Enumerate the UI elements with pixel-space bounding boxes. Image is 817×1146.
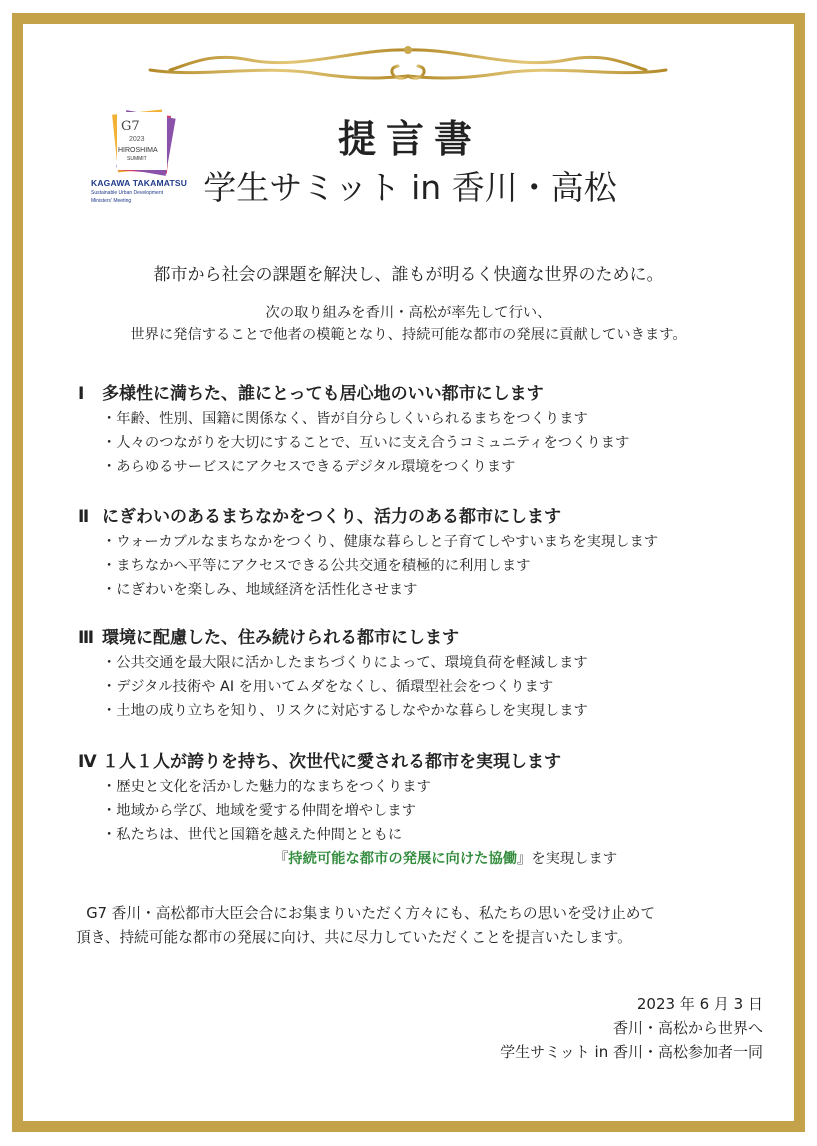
section-4	[78, 749, 778, 871]
lead-statement: 都市から社会の課題を解決し、誰もが明るく快適な世界のために。	[153, 265, 664, 285]
collaboration-line	[274, 847, 778, 871]
page-subtitle: 学生サミット in 香川・高松	[203, 168, 617, 207]
section-number: Ⅳ	[78, 752, 97, 772]
list-item: ・まちなかへ平等にアクセスできる公共交通を積極的に利用します	[102, 558, 531, 574]
intro-block	[0, 302, 817, 346]
bracket-open: 『	[274, 851, 289, 867]
section-heading	[78, 381, 778, 407]
list-item: ・歴史と文化を活かした魅力的なまちをつくります	[102, 779, 431, 795]
intro-line: 世界に発信することで他者の模範となり、持続可能な都市の発展に貢献していきます。	[130, 327, 687, 343]
logo-caption-1: Sustainable Urban Development	[91, 190, 163, 196]
list-item: ・年齢、性別、国籍に関係なく、皆が自分らしくいられるまちをつくります	[102, 411, 588, 427]
g7-summit-logo-icon	[103, 108, 189, 180]
list-item: ・にぎわいを楽しみ、地域経済を活性化させます	[102, 582, 418, 598]
section-number: Ⅲ	[78, 628, 95, 648]
section-title: 環境に配慮した、住み続けられる都市にします	[102, 628, 459, 648]
logo-summit-text: SUMMIT	[127, 156, 147, 162]
section-title: １人１人が誇りを持ち、次世代に愛される都市を実現します	[102, 752, 561, 772]
list-item: ・人々のつながりを大切にすることで、互いに支え合うコミュニティをつくります	[102, 435, 630, 451]
section-3	[78, 625, 778, 723]
section-heading	[78, 504, 778, 530]
section-title: にぎわいのあるまちなかをつくり、活力のある都市にします	[102, 507, 561, 527]
highlight-text: 持続可能な都市の発展に向けた協働	[288, 851, 518, 867]
section-title: 多様性に満ちた、誰にとっても居心地のいい都市にします	[102, 384, 544, 404]
list-item: ・あらゆるサービスにアクセスできるデジタル環境をつくります	[102, 459, 516, 475]
signature-line: 学生サミット in 香川・高松参加者一同	[500, 1043, 763, 1061]
logo-year-text: 2023	[129, 136, 145, 143]
ornament-flourish-icon	[0, 40, 817, 90]
list-item: ・地域から学び、地域を愛する仲間を増やします	[102, 803, 416, 819]
section-heading	[78, 625, 778, 651]
section-2	[78, 504, 778, 602]
list-item: ・土地の成り立ちを知り、リスクに対応するしなやかな暮らしを実現します	[102, 703, 588, 719]
list-item: ・ウォーカブルなまちなかをつくり、健康な暮らしと子育てしやすいまちを実現します	[102, 534, 659, 550]
closing-line: G7 香川・高松都市大臣会合にお集まりいただく方々にも、私たちの思いを受け止めて	[86, 905, 656, 922]
closing-line: 頂き、持続可能な都市の発展に向け、共に尽力していただくことを提言いたします。	[76, 929, 632, 946]
logo-city-text: HIROSHIMA	[118, 147, 158, 154]
signature-block	[500, 992, 763, 1064]
section-heading	[78, 749, 778, 775]
list-item: ・デジタル技術や AI を用いてムダをなくし、循環型社会をつくります	[102, 679, 554, 695]
section-1	[78, 381, 778, 479]
section-number: Ⅰ	[78, 384, 85, 404]
logo-g7-text: G7	[121, 119, 140, 134]
logo-caption-2: Ministers' Meeting	[91, 198, 132, 204]
bracket-close: 』を実現します	[517, 851, 618, 867]
logo-main-text: KAGAWA TAKAMATSU	[91, 178, 188, 188]
signature-date: 2023 年 6 月 3 日	[636, 995, 763, 1013]
logo-text-block	[91, 178, 191, 204]
section-number: Ⅱ	[78, 507, 90, 527]
page-title: 提言書	[337, 117, 482, 161]
intro-line: 次の取り組みを香川・高松が率先して行い、	[265, 305, 552, 321]
signature-line: 香川・高松から世界へ	[612, 1019, 763, 1037]
closing-paragraph	[76, 902, 766, 950]
list-item: ・私たちは、世代と国籍を越えた仲間とともに	[102, 827, 403, 843]
list-item: ・公共交通を最大限に活かしたまちづくりによって、環境負荷を軽減します	[102, 655, 588, 671]
